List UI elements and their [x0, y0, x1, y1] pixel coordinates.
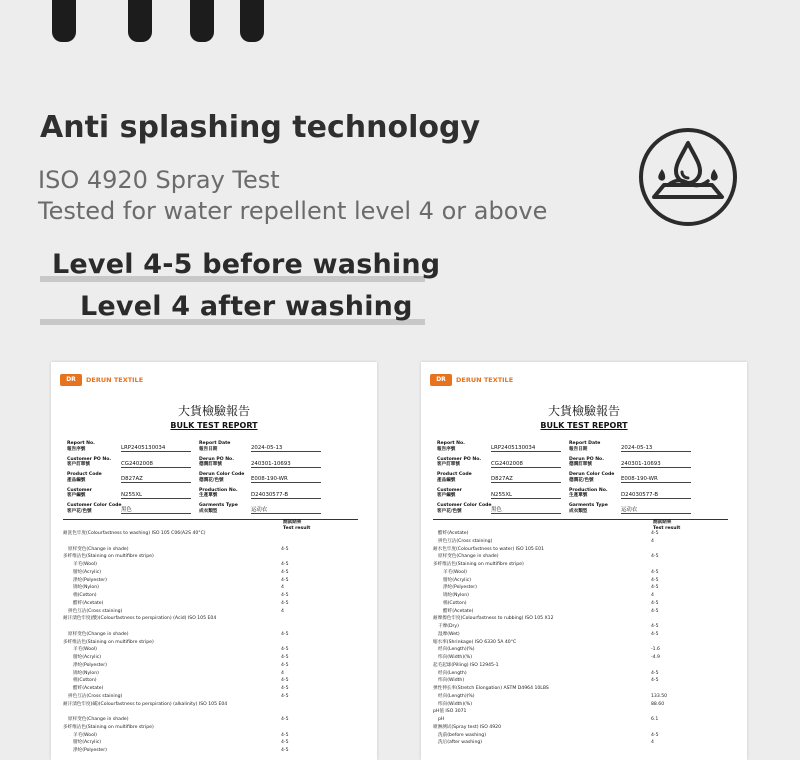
test-item-label: 醋纤(Acetate): [443, 608, 474, 614]
test-item-label: 原样变色(Change in shade): [68, 717, 129, 722]
test-item-label: 耐汗渍色牢度(碱)(Colourfastness to perspiration) (alkalinity) ISO 105 E04: [63, 701, 228, 707]
table-row: [433, 708, 733, 716]
test-item-label: 棉(Cotton): [73, 593, 97, 598]
logo-text: DERUN TEXTILE: [456, 376, 514, 384]
report-meta: Report No. 報告序號 LRP2405130034 Report Date 報告日期 2024-05-13 Customer PO No. 客戶訂單號 CG2402008 Derun PO No. 德潤訂單號 240301-10693 Product Code 產品編號 D827AZ Derun Color Code 德潤花/色號 E008-190-WR Customer 客戶編號 N255XL Production No. 生產單號 D24030577-B Customer Color Code 客戶花/色號 黑色 Garments Type 成衣類型 运动衣: [437, 441, 737, 519]
test-result-value: 4-5: [651, 670, 659, 676]
report-rows: [63, 530, 363, 755]
test-item-label: 拼色互沾(Cross staining): [68, 693, 123, 699]
table-row: [433, 561, 733, 569]
test-item-label: 干摩(Dry): [438, 624, 459, 629]
test-result-value: 4-5: [281, 740, 289, 746]
derun-logo-icon: DR: [60, 374, 82, 386]
bulk-test-report-page-2: [421, 362, 747, 760]
test-item-label: 经向(Length)(%): [438, 693, 475, 699]
report-title-cn: 大貨檢驗報告: [547, 404, 620, 418]
test-result-value: 6.1: [651, 717, 659, 722]
test-result-value: 4-5: [281, 662, 289, 668]
test-result-value: 4-5: [281, 678, 289, 684]
table-row: [433, 577, 733, 585]
test-result-value: 4: [651, 740, 654, 746]
level-after-washing: Level 4 after washing: [80, 291, 413, 322]
table-row: [63, 708, 363, 716]
test-item-label: 原样变色(Change in shade): [438, 554, 499, 560]
water-repellent-subtitle: Tested for water repellent level 4 or above: [38, 197, 548, 225]
test-result-header: 測試結果 Test result: [283, 520, 311, 531]
test-item-label: 多纤维沾色(Staining on multifibre stripe): [433, 562, 524, 567]
table-row: [433, 739, 733, 747]
test-item-label: 原样变色(Change in shade): [68, 546, 129, 552]
table-row: [63, 615, 363, 623]
test-item-label: 洗前(before washing): [438, 732, 486, 738]
table-row: [433, 716, 733, 724]
test-item-label: 锦纶(Nylon): [73, 670, 99, 676]
test-item-label: 醋纤(Acetate): [73, 600, 104, 606]
table-row: [63, 732, 363, 740]
table-row: [63, 739, 363, 747]
test-item-label: 棉(Cotton): [73, 678, 97, 684]
report-title-cn: 大貨檢驗報告: [177, 404, 250, 418]
test-result-value: 4-5: [651, 678, 659, 684]
table-row: [433, 538, 733, 546]
test-result-value: 4-5: [651, 631, 659, 637]
table-row: [63, 530, 363, 538]
table-row: [433, 553, 733, 561]
test-result-value: 4-5: [281, 593, 289, 598]
test-result-value: -4.9: [651, 655, 660, 660]
table-row: [63, 662, 363, 670]
table-row: [433, 732, 733, 740]
table-row: [63, 747, 363, 755]
table-row: [433, 654, 733, 662]
table-row: [63, 546, 363, 554]
test-item-label: 喷淋测试(Spray test) ISO 4920: [433, 724, 501, 730]
table-row: [63, 623, 363, 631]
table-row: [433, 623, 733, 631]
table-row: [433, 670, 733, 678]
test-item-label: 原样变色(Change in shade): [68, 631, 129, 637]
test-item-label: 腈纶(Acrylic): [443, 577, 472, 583]
table-row: [433, 584, 733, 592]
test-item-label: 醋纤(Acetate): [438, 531, 469, 536]
test-result-value: 4-5: [281, 647, 289, 653]
table-row: [63, 569, 363, 577]
table-row: [63, 670, 363, 678]
table-row: [433, 631, 733, 639]
test-item-label: 羊毛(Wool): [443, 569, 467, 575]
table-row: [433, 546, 733, 554]
test-result-value: 4: [281, 585, 284, 591]
garment-legs-image: [0, 0, 400, 50]
report-meta: Report No. 報告序號 LRP2405130034 Report Date 報告日期 2024-05-13 Customer PO No. 客戶訂單號 CG2402008 Derun PO No. 德潤訂單號 240301-10693 Product Code 產品編號 D827AZ Derun Color Code 德潤花/色號 E008-190-WR Customer 客戶編號 N255XL Production No. 生產單號 D24030577-B Customer Color Code 客戶花/色號 黑色 Garments Type 成衣類型 运动衣: [67, 441, 367, 519]
test-item-label: 羊毛(Wool): [73, 562, 97, 567]
table-row: [63, 724, 363, 732]
test-result-header: 測試結果 Test result: [653, 520, 681, 531]
test-result-value: 4-5: [651, 569, 659, 575]
table-row: [433, 646, 733, 654]
test-item-label: 涤纶(Polyester): [443, 585, 477, 591]
test-item-label: 涤纶(Polyester): [73, 577, 107, 583]
table-row: [63, 584, 363, 592]
test-item-label: 锦纶(Nylon): [73, 585, 99, 591]
test-result-value: 4: [651, 593, 654, 598]
logo-text: DERUN TEXTILE: [86, 376, 144, 384]
table-row: [63, 608, 363, 616]
table-row: [433, 530, 733, 538]
report-rows: [433, 530, 733, 747]
table-row: [433, 569, 733, 577]
test-result-value: 88.60: [651, 701, 665, 707]
test-item-label: 羊毛(Wool): [73, 732, 97, 738]
test-item-label: 耐水色牢度(Colourfastness to water) ISO 105 E01: [433, 546, 545, 552]
table-row: [63, 701, 363, 709]
spray-test-subtitle: ISO 4920 Spray Test: [38, 166, 280, 194]
test-item-label: 洗后(after washing): [438, 740, 483, 746]
test-item-label: 弹性伸长率(Stretch Elongation) ASTM D4964 10LBS: [433, 686, 549, 691]
table-row: [433, 639, 733, 647]
table-row: [63, 631, 363, 639]
report-title-en: BULK TEST REPORT: [540, 421, 628, 430]
test-item-label: 多纤维沾色(Staining on multifibre stripe): [63, 554, 154, 560]
test-result-value: 4: [651, 538, 654, 544]
bulk-test-report-page-1: [51, 362, 377, 760]
table-row: [63, 646, 363, 654]
test-result-value: 4-5: [651, 554, 659, 560]
table-row: [63, 577, 363, 585]
table-row: [63, 677, 363, 685]
test-item-label: pH: [438, 717, 445, 722]
test-result-value: 4: [281, 670, 284, 676]
test-result-value: 4-5: [281, 562, 289, 567]
test-item-label: 纬向(Width)(%): [438, 655, 473, 660]
test-item-label: 腈纶(Acrylic): [73, 740, 102, 746]
test-item-label: 涤纶(Polyester): [73, 748, 107, 753]
test-item-label: 起毛起球(Pilling) ISO 12945-1: [433, 662, 499, 668]
table-row: [433, 600, 733, 608]
test-result-value: 4-5: [281, 732, 289, 738]
test-item-label: 腈纶(Acrylic): [73, 569, 102, 575]
test-result-value: 4-5: [651, 577, 659, 583]
table-row: [433, 662, 733, 670]
table-row: [63, 561, 363, 569]
table-row: [63, 600, 363, 608]
test-result-value: 4-5: [651, 624, 659, 629]
test-result-value: 4: [281, 608, 284, 614]
table-row: [63, 639, 363, 647]
table-row: [63, 685, 363, 693]
report-title-en: BULK TEST REPORT: [170, 421, 258, 430]
test-item-label: 耐摩擦色牢度(Colourfastness to rubbing) ISO 105 X12: [433, 616, 554, 622]
table-row: [433, 677, 733, 685]
headline: Anti splashing technology: [40, 110, 480, 145]
table-row: [433, 592, 733, 600]
test-item-label: 缩水率(Shrinkage) ISO 6330 5A 40°C: [433, 639, 517, 645]
test-result-value: 4-5: [651, 585, 659, 591]
test-item-label: 经向(Length)(%): [438, 647, 475, 653]
test-item-label: 醋纤(Acetate): [73, 686, 104, 691]
test-item-label: 拼色互沾(Cross staining): [68, 608, 123, 614]
derun-logo: [430, 374, 513, 386]
test-result-value: 4-5: [281, 655, 289, 660]
test-result-value: -1.6: [651, 647, 660, 653]
table-row: [63, 654, 363, 662]
test-result-value: 4-5: [281, 717, 289, 722]
table-row: [63, 716, 363, 724]
table-row: [433, 608, 733, 616]
test-result-value: 4-5: [281, 569, 289, 575]
test-result-value: 4-5: [281, 631, 289, 637]
table-row: [433, 693, 733, 701]
test-item-label: 羊毛(Wool): [73, 647, 97, 653]
test-result-value: 4-5: [651, 732, 659, 738]
test-item-label: 腈纶(Acrylic): [73, 655, 102, 660]
test-result-value: 4-5: [281, 577, 289, 583]
table-row: [63, 693, 363, 701]
test-item-label: 多纤维沾色(Staining on multifibre stripe): [63, 724, 154, 730]
test-item-label: 涤纶(Polyester): [73, 662, 107, 668]
test-result-value: 4-5: [651, 600, 659, 606]
test-result-value: 133.50: [651, 693, 668, 699]
test-result-value: 4-5: [281, 693, 289, 699]
table-row: [433, 685, 733, 693]
test-result-value: 4-5: [651, 608, 659, 614]
test-item-label: 多纤维沾色(Staining on multifibre stripe): [63, 639, 154, 645]
table-row: [63, 538, 363, 546]
water-drop-splash-icon: [638, 127, 738, 227]
level-before-washing: Level 4-5 before washing: [52, 249, 441, 280]
table-row: [433, 615, 733, 623]
table-row: [433, 724, 733, 732]
test-item-label: 锦纶(Nylon): [443, 593, 469, 598]
test-item-label: 拼色互沾(Cross staining): [438, 538, 493, 544]
test-item-label: pH值 ISO 3071: [433, 709, 467, 715]
table-row: [63, 553, 363, 561]
test-result-value: 4-5: [281, 748, 289, 753]
test-item-label: 纬向(Width): [438, 678, 465, 684]
derun-logo: [60, 374, 143, 386]
test-result-value: 4-5: [281, 600, 289, 606]
table-row: [433, 701, 733, 709]
test-item-label: 经向(Length): [438, 670, 467, 676]
table-row: [63, 592, 363, 600]
derun-logo-icon: DR: [430, 374, 452, 386]
test-result-value: 4-5: [651, 531, 659, 536]
test-result-value: 4-5: [281, 546, 289, 552]
test-item-label: 湿摩(Wet): [438, 631, 460, 637]
test-result-value: 4-5: [281, 686, 289, 691]
test-item-label: 耐汗渍色牢度(酸)(Colourfastness to perspiration) (Acid) ISO 105 E04: [63, 616, 217, 622]
test-item-label: 棉(Cotton): [443, 600, 467, 606]
test-item-label: 纬向(Width)(%): [438, 701, 473, 707]
test-item-label: 耐洗色牢度(Colourfastness to washing) ISO 105 C06(A2S 40°C): [63, 531, 206, 536]
